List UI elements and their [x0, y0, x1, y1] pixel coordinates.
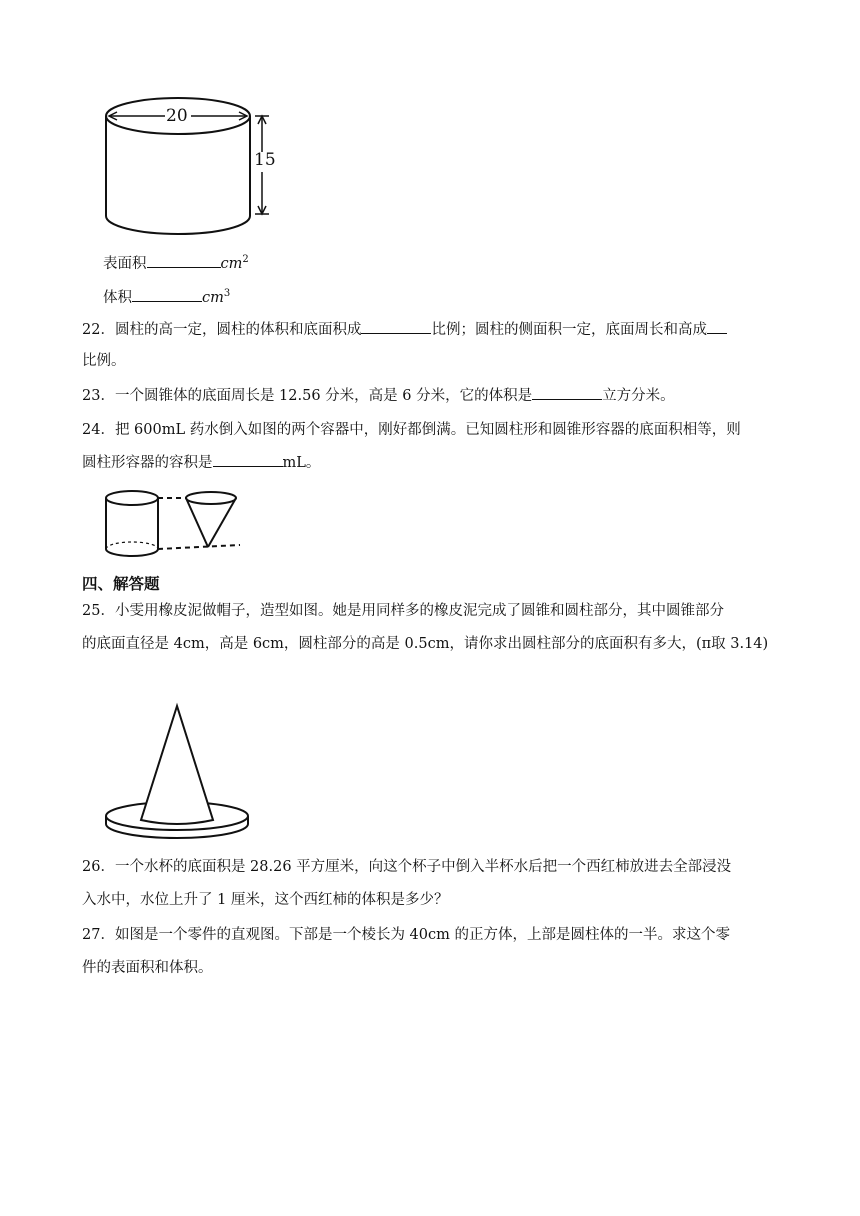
volume-line: [103, 283, 803, 309]
surface-area-blank[interactable]: [147, 252, 221, 268]
diameter-label: 20: [166, 106, 188, 126]
question-text: 立方分米。: [602, 388, 675, 404]
question-23: [82, 384, 782, 407]
question-number: 25．: [82, 603, 115, 619]
question-text: 圆柱的高一定，圆柱的体积和底面积成: [114, 322, 362, 338]
answer-blank[interactable]: [707, 318, 727, 334]
answer-blank[interactable]: [361, 318, 431, 334]
volume-blank[interactable]: [132, 286, 202, 302]
question-number: 24．: [82, 422, 115, 438]
question-22-cont: 比例。: [82, 353, 126, 369]
volume-exponent: 3: [223, 288, 231, 299]
question-text: 如图是一个零件的直观图。下部是一个棱长为 40cm 的正方体，上部是圆柱体的一半。求这个零: [114, 927, 730, 943]
question-text: mL。: [282, 455, 321, 471]
hat-figure: [104, 704, 254, 844]
question-text: 一个水杯的底面积是 28.26 平方厘米，向这个杯子中倒入半杯水后把一个西红柿放进去全部浸没: [114, 859, 732, 875]
answer-blank[interactable]: [532, 384, 602, 400]
question-text: 圆柱形容器的容积是: [82, 455, 213, 471]
question-number: 26．: [82, 859, 115, 875]
question-number: 23．: [82, 388, 115, 404]
question-text: 比例；圆柱的侧面积一定，底面周长和高成: [431, 322, 707, 338]
question-26: [82, 856, 782, 878]
question-text: 小雯用橡皮泥做帽子，造型如图。她是用同样多的橡皮泥完成了圆锥和圆柱部分，其中圆锥部分: [114, 603, 724, 619]
section-title: 四、解答题: [82, 575, 160, 593]
height-label: 15: [254, 150, 276, 170]
question-22: [82, 318, 782, 341]
question-number: 27．: [82, 927, 115, 943]
question-text: 一个圆锥体的底面周长是 12.56 分米，高是 6 分米，它的体积是: [114, 388, 533, 404]
question-24: [82, 419, 782, 441]
question-24-cont: [82, 451, 782, 474]
containers-figure: [100, 488, 260, 563]
question-25-cont: 的底面直径是 4cm，高是 6cm，圆柱部分的高是 0.5cm，请你求出圆柱部分的底面积有多大，(π取 3.14): [82, 636, 769, 652]
question-27: [82, 924, 782, 946]
answer-blank[interactable]: [213, 451, 283, 467]
surface-exponent: 2: [242, 254, 249, 265]
surface-area-line: [103, 249, 803, 275]
volume-unit: cm: [202, 289, 224, 306]
question-text: 把 600mL 药水倒入如图的两个容器中，刚好都倒满。已知圆柱形和圆锥形容器的底面积相等，则: [114, 422, 741, 438]
question-27-cont: 件的表面积和体积。: [82, 960, 213, 976]
volume-label: 体积: [103, 289, 132, 306]
question-26-cont: 入水中，水位上升了 1 厘米，这个西红柿的体积是多少？: [82, 892, 449, 908]
question-number: 22．: [82, 322, 115, 338]
surface-unit: cm: [220, 255, 243, 272]
surface-area-label: 表面积: [103, 255, 147, 272]
question-25: [82, 600, 782, 622]
